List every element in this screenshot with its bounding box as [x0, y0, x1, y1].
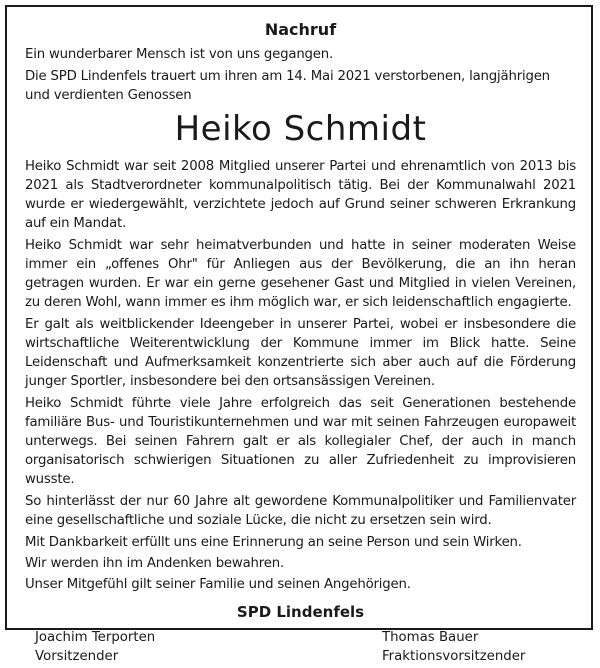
signatory-name: Joachim Terporten	[35, 630, 156, 645]
body-paragraph: Heiko Schmidt führte viele Jahre erfolgreich das seit Generationen bestehende familiäre Bus- und Touristikunternehmen und war mit seinen Fahrzeugen europaweit unterwegs. Bei seinen Fahrern galt er als kollegialer Chef, der auch in manch organisatorisch schwierigen Situationen zu aller Zufriedenheit zu improvisieren wusste.	[25, 396, 576, 487]
signatory-right	[382, 628, 525, 666]
intro-line: Die SPD Lindenfels trauert um ihren am 14. Mai 2021 verstorbenen, langjährigen und verdienten Genossen	[25, 69, 550, 103]
body-paragraph: Heiko Schmidt war sehr heimatverbunden und hatte in seiner moderaten Weise immer ein „offenes Ohr" für Anliegen aus der Bevölkerung, die an ihn heran getragen wurden. Er war ein gerne gesehener Gast und Mitglied in vielen Vereinen, zu deren Wohl, wann immer es ihm möglich war, er sich leidenschaftlich engagierte.	[25, 238, 576, 310]
signatory-name: Thomas Bauer	[382, 630, 479, 645]
obituary-content	[25, 20, 576, 668]
notice-heading: Nachruf	[264, 20, 337, 39]
body-paragraph: Heiko Schmidt war seit 2008 Mitglied unserer Partei und ehrenamtlich von 2013 bis 2021 als Stadtverordneter kommunalpolitisch tätig. Bei der Kommunalwahl 2021 wurde er wiedergewählt, verzichtete jedoch auf Grund seiner schweren Erkrankung auf ein Mandat.	[25, 159, 576, 231]
organization-name: SPD Lindenfels	[236, 603, 365, 621]
body-paragraph: Er galt als weitblickender Ideengeber in unserer Partei, wobei er insbesondere die wirtschaftliche Weiterentwicklung der Kommune immer im Blick hatte. Seine Leidenschaft und Aufmerksamkeit konzentrierte sich aber auch auf die Förderung junger Sportler, insbesondere bei den ortsansässigen Vereinen.	[25, 317, 576, 389]
obituary-frame	[5, 5, 593, 664]
signatory-role: Vorsitzender	[35, 649, 119, 664]
signatory-role: Fraktionsvorsitzender	[382, 649, 526, 664]
body-paragraph: So hinterlässt der nur 60 Jahre alt gewordene Kommunalpolitiker und Familienvater eine gesellschaftliche und soziale Lücke, die nicht zu ersetzen sein wird.	[25, 494, 576, 528]
deceased-name: Heiko Schmidt	[174, 109, 427, 149]
signatory-left	[35, 628, 155, 666]
signatures	[25, 628, 576, 668]
closing-line: Wir werden ihn im Andenken bewahren.	[25, 556, 284, 571]
closing-line: Unser Mitgefühl gilt seiner Familie und seinen Angehörigen.	[25, 577, 411, 592]
closing-line: Mit Dankbarkeit erfüllt uns eine Erinnerung an seine Person und sein Wirken.	[25, 535, 522, 550]
intro-line: Ein wunderbarer Mensch ist von uns gegangen.	[25, 47, 334, 62]
